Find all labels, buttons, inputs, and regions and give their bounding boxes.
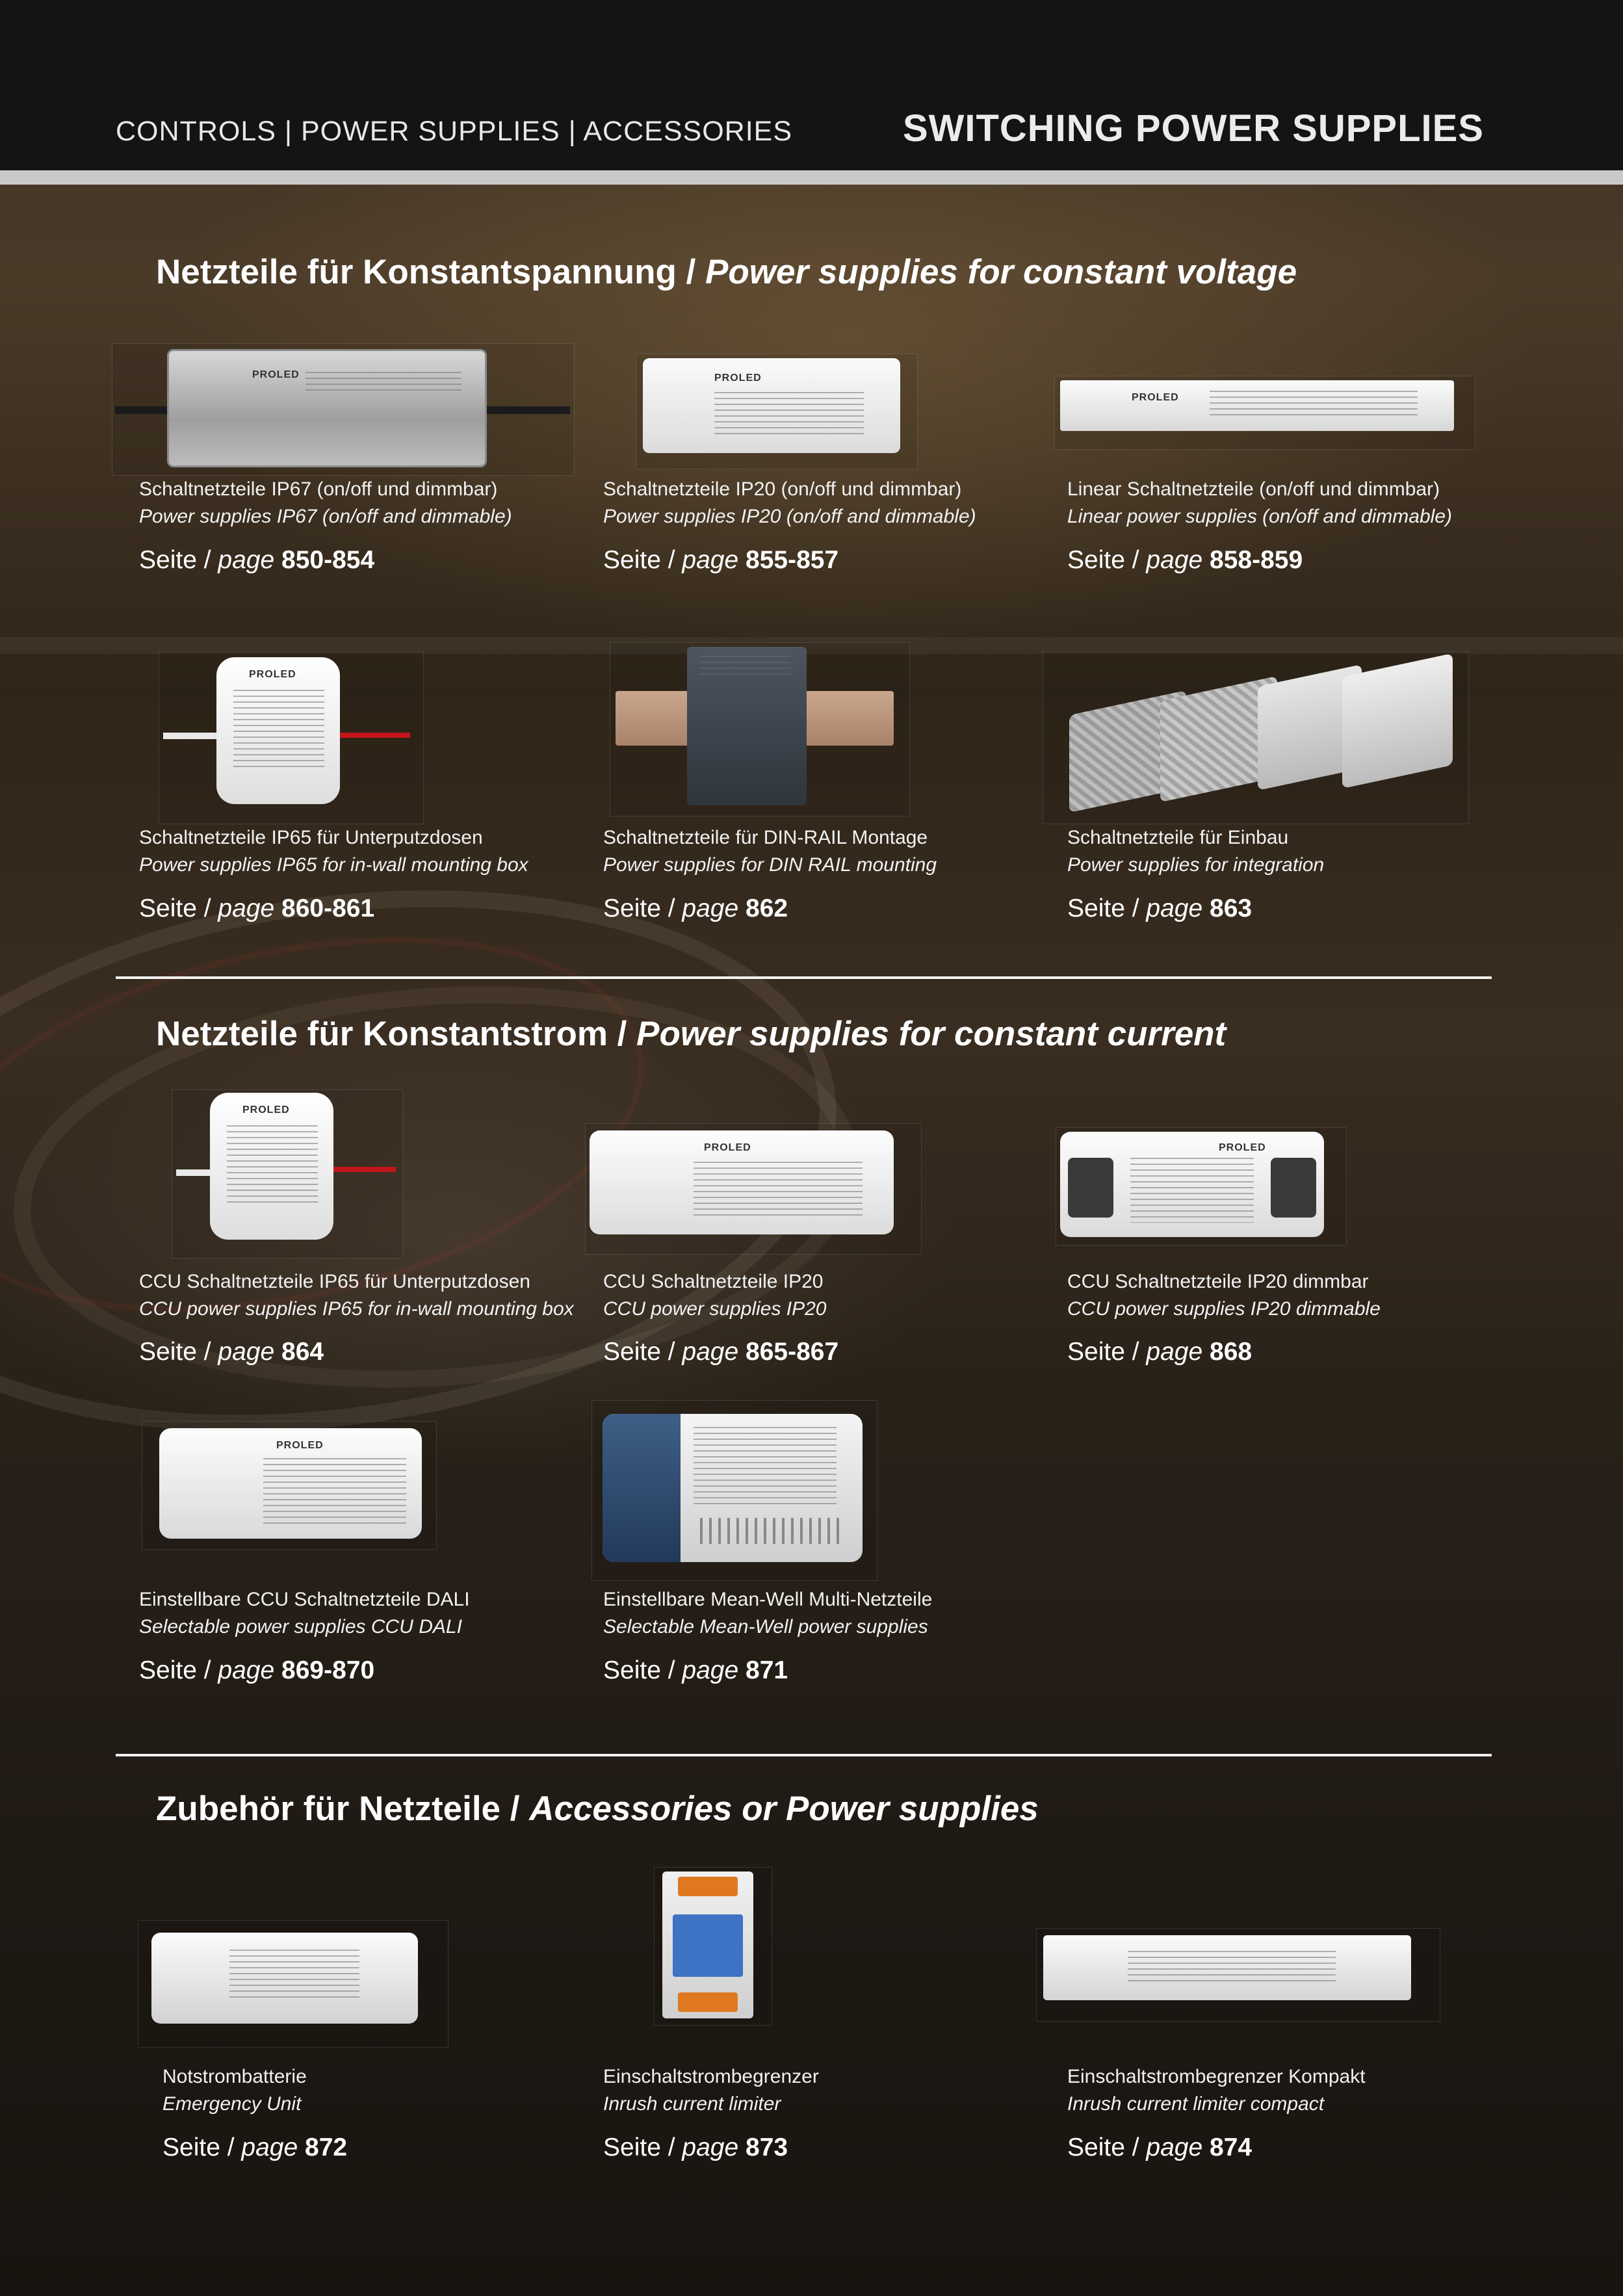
header-title: SWITCHING POWER SUPPLIES [902,107,1484,150]
page-number: 850-854 [281,546,375,574]
page-reference[interactable] [139,546,374,575]
power-supply-housing [1060,1132,1324,1237]
product-image [159,651,424,824]
page-reference[interactable] [1067,2133,1252,2162]
page-word-en: page [682,2133,739,2161]
power-supply-housing [210,1093,333,1240]
product-title-de: CCU Schaltnetzteile IP20 [603,1271,824,1292]
product-title-en: Power supplies for integration [1067,854,1325,876]
product-title-de: Schaltnetzteile IP65 für Unterputzdosen [139,827,483,848]
section-heading-en: Power supplies for constant current [636,1015,1227,1053]
page-number: 860-861 [281,894,375,922]
emergency-unit-housing [151,1933,418,2024]
page-word-en: page [218,894,275,922]
label-text-lines [229,1950,359,2002]
page-reference[interactable] [139,1338,324,1366]
page-number: 862 [746,894,788,922]
section-divider [116,1754,1492,1756]
page-word-en: page [682,546,739,574]
product-image [610,642,910,816]
power-supply-housing [687,647,807,805]
page-word-en: page [218,1338,275,1366]
page-word-en: page [218,1656,275,1684]
page-word-en: page [1146,894,1203,922]
section-heading-constant-current [156,1014,1226,1054]
product-image [142,1421,437,1550]
page-word: Seite / [139,894,218,922]
page-word-en: page [241,2133,298,2161]
page-number: 869-870 [281,1656,375,1684]
section-heading-accessories [156,1789,1039,1829]
label-text-lines [227,1125,318,1203]
product-title-de: Schaltnetzteile für DIN-RAIL Montage [603,827,928,848]
product-title-de: Schaltnetzteile IP20 (on/off und dimmbar) [603,478,962,500]
page-reference[interactable] [1067,1338,1252,1366]
label-text-lines [694,1162,863,1219]
product-title-de: Schaltnetzteile IP67 (on/off und dimmbar) [139,478,498,500]
page-word: Seite / [1067,1338,1147,1366]
page-word-en: page [1146,1338,1203,1366]
section-heading-de: Netzteile für Konstantspannung / [156,253,706,291]
product-image [1054,376,1475,450]
brand-logo: PROLED [1219,1142,1266,1153]
product-title-en: Selectable power supplies CCU DALI [139,1616,462,1637]
label-text-lines [694,1427,837,1505]
power-supply-housing [590,1130,894,1234]
product-image [1043,651,1469,824]
product-title-en: Power supplies for DIN RAIL mounting [603,854,937,876]
page-reference[interactable] [139,894,374,923]
product-title-en: Power supplies IP20 (on/off and dimmable) [603,506,976,527]
brand-logo: PROLED [252,369,300,380]
section-heading-en: Accessories or Power supplies [529,1790,1039,1828]
brand-logo: PROLED [704,1142,751,1153]
product-title-de: Notstrombatterie [162,2066,307,2087]
page-number: 858-859 [1210,546,1303,574]
page-number: 872 [305,2133,348,2161]
product-title-de: Einschaltstrombegrenzer [603,2066,819,2087]
page-word: Seite / [139,1338,218,1366]
product-title-en: Inrush current limiter compact [1067,2093,1325,2115]
page-reference[interactable] [162,2133,347,2162]
section-heading-de: Zubehör für Netzteile / [156,1790,530,1828]
page-word: Seite / [139,1656,218,1684]
page-word: Seite / [1067,546,1147,574]
section-heading-de: Netzteile für Konstantstrom / [156,1015,637,1053]
product-image [1056,1127,1347,1246]
product-image [585,1123,922,1255]
product-image [636,354,918,469]
page-word: Seite / [603,2133,682,2161]
page-word-en: page [1146,2133,1203,2161]
page-word-en: page [682,1656,739,1684]
page-word: Seite / [162,2133,242,2161]
terminal-block [1068,1158,1113,1218]
page-reference[interactable] [139,1656,374,1685]
page-word-en: page [682,1338,739,1366]
product-title-en: CCU power supplies IP65 for in-wall mounting box [139,1298,574,1320]
section-divider [116,976,1492,979]
product-title-de: Schaltnetzteile für Einbau [1067,827,1289,848]
product-title-de: Einstellbare CCU Schaltnetzteile DALI [139,1589,470,1610]
brand-logo: PROLED [1132,392,1179,403]
page-number: 855-857 [746,546,839,574]
page-reference[interactable] [603,2133,788,2162]
label-text-lines [1128,1951,1336,1982]
page-word: Seite / [603,894,682,922]
limiter-housing [1043,1935,1411,2000]
page-number: 868 [1210,1338,1253,1366]
power-supply-housing [167,349,487,467]
product-title-en: Linear power supplies (on/off and dimmable) [1067,506,1452,527]
power-supply-housing [159,1428,422,1539]
label-text-lines [1130,1158,1254,1223]
label-text-lines [700,656,791,679]
blue-side-panel [603,1414,681,1562]
power-supply-housing [216,657,340,804]
page-word: Seite / [1067,894,1147,922]
power-supply-housing [1060,380,1454,431]
product-title-de: Linear Schaltnetzteile (on/off und dimmbar) [1067,478,1440,500]
blue-panel [673,1914,743,1977]
page-reference[interactable] [603,1656,788,1685]
product-title-de: CCU Schaltnetzteile IP20 dimmbar [1067,1271,1369,1292]
page-reference[interactable] [603,546,838,575]
page-reference[interactable] [603,1338,838,1366]
page-word-en: page [682,894,739,922]
product-title-de: Einstellbare Mean-Well Multi-Netzteile [603,1589,933,1610]
page-word-en: page [1146,546,1203,574]
ventilation-slots [700,1518,843,1544]
section-heading-constant-voltage [156,252,1297,292]
product-title-en: Power supplies IP65 for in-wall mounting box [139,854,528,876]
product-image [654,1867,772,2026]
page-word-en: page [218,546,275,574]
product-title-en: Emergency Unit [162,2093,302,2115]
limiter-housing [662,1872,753,2018]
page-reference[interactable] [1067,894,1252,923]
product-title-de: CCU Schaltnetzteile IP65 für Unterputzdosen [139,1271,530,1292]
product-image [172,1089,403,1259]
label-text-lines [233,690,324,768]
brand-logo: PROLED [714,372,762,384]
page-reference[interactable] [1067,546,1303,575]
brand-logo: PROLED [276,1440,324,1451]
product-title-en: CCU power supplies IP20 dimmable [1067,1298,1381,1320]
page-reference[interactable] [603,894,788,923]
page-number: 871 [746,1656,788,1684]
product-title-en: Selectable Mean-Well power supplies [603,1616,928,1637]
section-heading-en: Power supplies for constant voltage [705,253,1297,291]
header-breadcrumb: CONTROLS | POWER SUPPLIES | ACCESSORIES [116,116,793,147]
product-image [591,1400,877,1581]
product-image [112,343,575,476]
product-title-de: Einschaltstrombegrenzer Kompakt [1067,2066,1366,2087]
power-supply-unit [1342,653,1453,789]
page-number: 873 [746,2133,788,2161]
page-word: Seite / [1067,2133,1147,2161]
page-word: Seite / [603,546,682,574]
page-header [0,0,1623,170]
page-word: Seite / [603,1338,682,1366]
product-title-en: CCU power supplies IP20 [603,1298,827,1320]
terminal-orange [678,1992,738,2012]
page-number: 874 [1210,2133,1253,2161]
page-word: Seite / [603,1656,682,1684]
power-supply-housing [603,1414,863,1562]
page-word: Seite / [139,546,218,574]
brand-logo: PROLED [249,669,296,680]
product-image [1036,1928,1440,2022]
label-text-lines [263,1458,406,1526]
page-number: 864 [281,1338,324,1366]
product-image [138,1920,448,2048]
terminal-orange [678,1877,738,1896]
page-number: 863 [1210,894,1253,922]
power-supply-housing [643,358,900,453]
label-text-lines [305,372,461,395]
label-text-lines [1210,391,1418,419]
label-text-lines [714,392,864,437]
page-number: 865-867 [746,1338,839,1366]
product-title-en: Power supplies IP67 (on/off and dimmable) [139,506,512,527]
header-divider-bar [0,170,1623,185]
terminal-block [1271,1158,1316,1218]
product-title-en: Inrush current limiter [603,2093,781,2115]
brand-logo: PROLED [242,1104,290,1115]
